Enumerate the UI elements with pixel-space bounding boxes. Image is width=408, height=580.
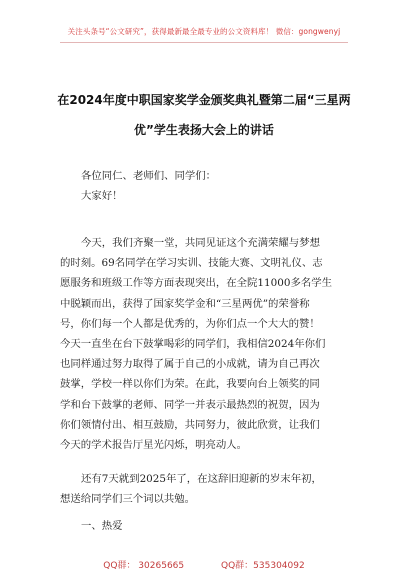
footer-qq-group-1: QQ群： 30265665 — [103, 561, 185, 571]
document-title-line-1: 在2024年度中职国家奖学金颁奖典礼暨第二届“三星两 — [57, 93, 351, 107]
paragraph-line: 号，你们每一个人都是优秀的，为你们点一个大大的赞！ — [60, 317, 320, 330]
greeting: 大家好！ — [81, 190, 123, 203]
footer — [0, 558, 408, 571]
salutation: 各位同仁、老师们、同学们： — [81, 170, 217, 182]
header-divider — [60, 42, 348, 43]
paragraph-line: 愿服务和班级工作等方面表现突出，在全院11000多名学生 — [60, 277, 333, 290]
paragraph-line: 学和台下鼓掌的老师、同学一并表示最热烈的祝贺，因为 — [60, 398, 320, 411]
paragraph-line: 你们领情付出、相互鼓励，共同努力，彼此欣赏，让我们 — [60, 418, 320, 431]
document-title-line-2: 优”学生表扬大会上的讲话 — [134, 123, 274, 137]
paragraph-line: 鼓掌，学校一样以你们为荣。在此，我要向台上领奖的同 — [60, 378, 320, 391]
section-heading-1: 一、热爱 — [81, 520, 123, 532]
paragraph-line: 还有7天就到2025年了，在这辞旧迎新的岁末年初， — [81, 473, 322, 485]
salutation-block — [60, 166, 350, 206]
paragraph-1 — [60, 233, 350, 455]
paragraph-line: 的时刻。69名同学在学习实训、技能大赛、文明礼仪、志 — [60, 257, 323, 270]
paragraph-line: 今天的学术报告厅星光闪烁，明亮动人。 — [60, 439, 248, 452]
paragraph-line: 中脱颖而出，获得了国家奖学金和“三星两优”的荣誉称 — [60, 297, 310, 310]
header-banner: 关注头条号“公文研究”，获得最新最全最专业的公文资料库！ 微信：gongwenyj — [67, 27, 341, 36]
footer-qq-group-2: QQ群：535304092 — [221, 561, 305, 571]
paragraph-line: 今天，我们齐聚一堂，共同见证这个充满荣耀与梦想 — [81, 237, 320, 249]
paragraph-line: 也同样通过努力取得了属于自己的小成就，请为自己再次 — [60, 358, 320, 371]
paragraph-line: 今天一直坐在台下鼓掌喝彩的同学们，我相信2024年你们 — [60, 338, 326, 351]
paragraph-line: 想送给同学们三个词以共勉。 — [60, 493, 196, 506]
paragraph-2 — [60, 469, 350, 509]
